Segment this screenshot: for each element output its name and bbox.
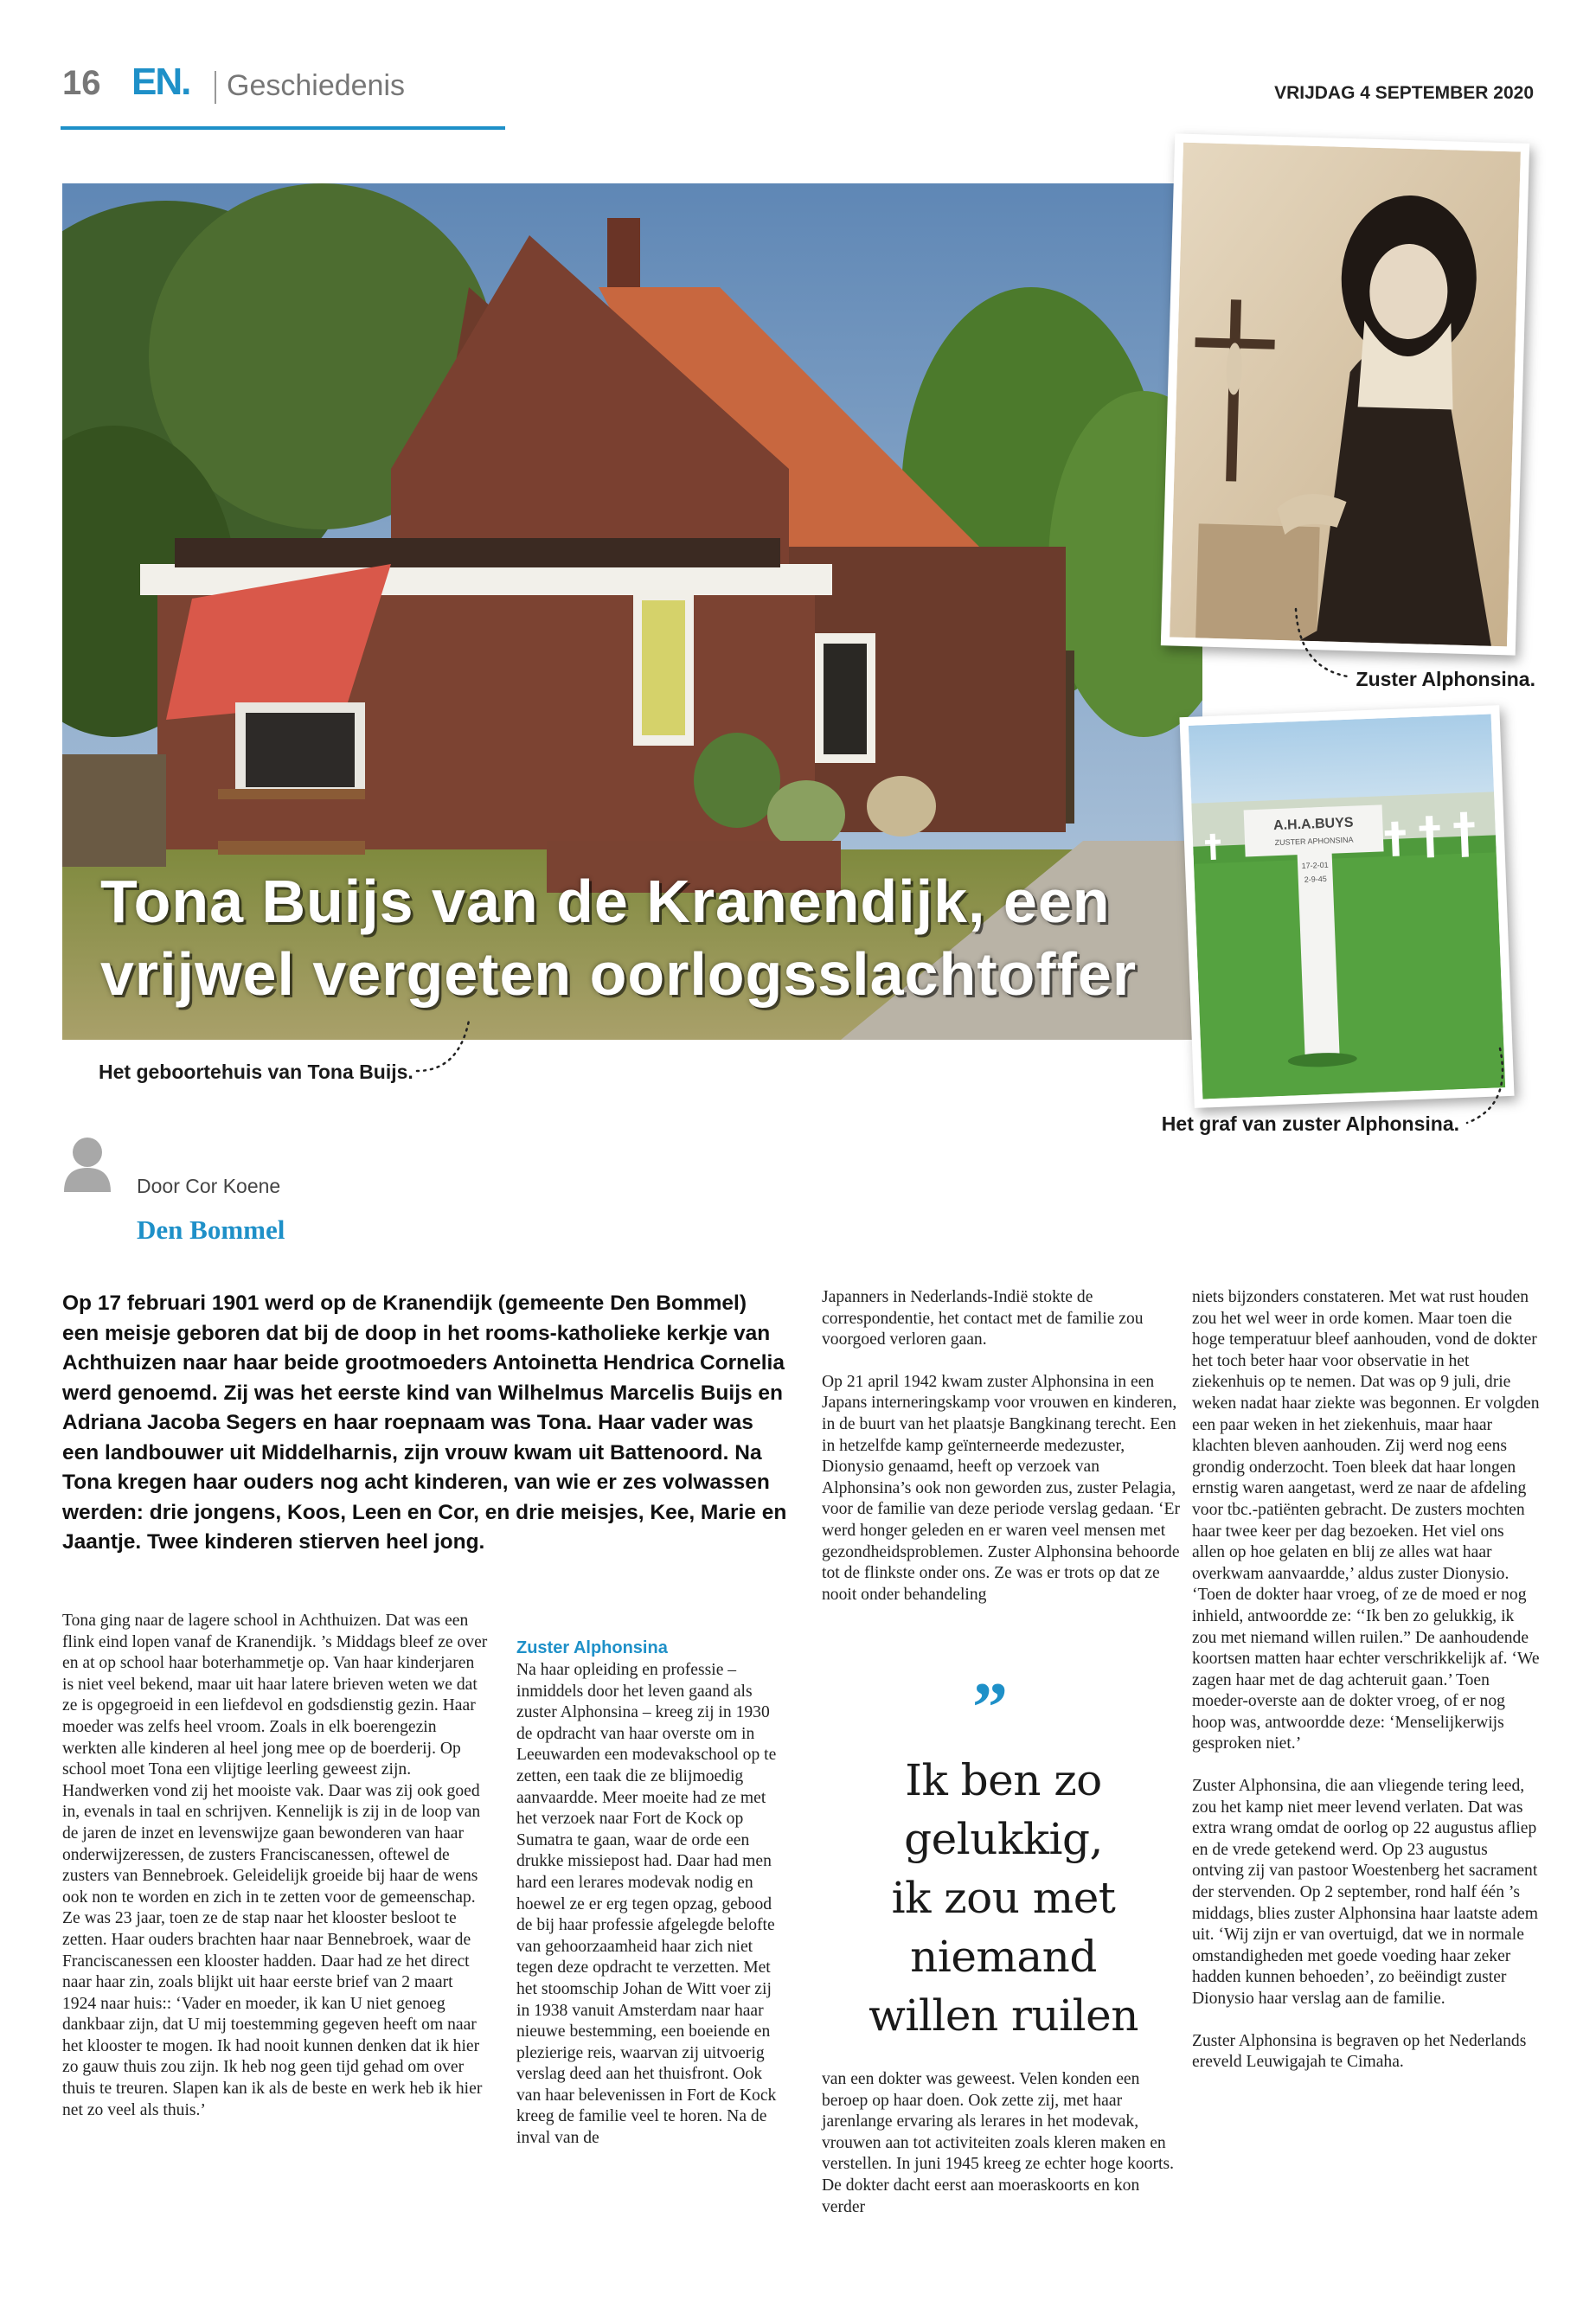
subheading-zuster-alphonsina: Zuster Alphonsina [516,1638,668,1657]
headline-line-2: vrijwel vergeten oorlogsslachtoffer [100,940,1138,1008]
dateline-place: Den Bommel [137,1215,285,1245]
caption-house-pointer [415,1017,484,1078]
body-column-3-bottom [822,2069,1185,2239]
col4-paragraph-1: niets bijzonders constateren. Met wat rust houden zou het wel weer in orde komen. Maar toen die hoge temperatuur bleef aanhouden, vond de dokter het toch beter haar voor observatie in het ziekenhuis op te nemen. Dat was op 9 juli, drie weken nadat haar ziekte was begonnen. Er volgden een paar weken in het ziekenhuis, maar haar klachten bleven aanhouden. Zij werd nog eens grondig onderzocht. Toen bleek dat haar longen ernstig waren aangetast, werd ze naar de afdeling voor tbc.-patiënten gebracht. De zusters mochten haar twee keer per dag bezoeken. Het viel ons allen op hoe gelaten en blij ze alles wat haar overkwam aanvaardde,’ aldus zuster Dionysio. ‘Toen de dokter haar vroeg, of ze de moed er nog inhield, antwoordde ze: ‘‘Ik ben zo gelukkig, ik zou met niemand willen ruilen.” De aanhoudende koortsen matten haar echter verschrikkelijk af. ‘We zagen haar met de dag achteruit gaan.’ Toen moeder-overste aan de dokter vroeg, of er nog hoop was, antwoordde deze: ‘Menselijkerwijs gesproken niet.’ [1192,1288,1540,1753]
pull-quote-line-5: willen ruilen [869,1990,1138,2041]
col3-paragraph-1: Japanners in Nederlands-Indië stokte de correspondentie, het contact met de familie zou voorgoed verloren gaan. [822,1288,1144,1349]
issue-date: VRIJDAG 4 SEPTEMBER 2020 [1274,83,1534,103]
pull-quote-line-4: niemand [910,1932,1097,1982]
headline-line-1: Tona Buijs van de Kranendijk, een [100,868,1111,935]
pull-quote-line-1: Ik ben zo [905,1755,1102,1805]
body-column-1 [62,1611,490,2142]
col4-paragraph-3: Zuster Alphonsina is begraven op het Nederlands ereveld Leuwigajah te Cimaha. [1192,2031,1527,2072]
header-rule [61,126,505,130]
article-headline [100,865,1259,1010]
author-avatar-icon [62,1135,112,1192]
caption-grave: Het graf van zuster Alphonsina. [1161,1112,1459,1135]
pull-quote [822,1751,1185,2045]
col2-paragraph-1: Na haar opleiding en professie – inmiddels door het leven gaand als zuster Alphonsina – kreeg zij in 1930 de opdracht van haar overste om in Leeuwarden een modevakschool op te zetten, een taak die ze blijmoedig aanvaardde. Meer moeite had ze met het verzoek naar Fort de Kock op Sumatra te gaan, waar de orde een drukke missiepost had. Daar had men hard een lerares modevak nodig en hoewel ze er erg tegen opzag, gebood de bij haar professie afgelegde belofte van gehoorzaamheid haar zich niet tegen deze opdracht te verzetten. Met het stoomschip Johan de Witt voer zij in 1938 vanuit Amsterdam naar haar nieuwe bestemming, een boeiende en plezierige reis, waarvan zij uitvoerig verslag deed aan het thuisfront. Ook van haar belevenissen in Fort de Kock kreeg de familie veel te horen. Na de inval van de [516,1661,777,2148]
col3-paragraph-2: Op 21 april 1942 kwam zuster Alphonsina in een Japans interneringskamp voor vrouwen en kinderen, in de buurt van het plaatsje Bangkinang terecht. Een in hetzelfde kamp geïnterneerde medezuster, Dionysio genaamd, heeft op verzoek van Alphonsina’s ook non geworden zus, zuster Pelagia, voor de familie van deze periode verslag gedaan. ‘Er werd honger geleden en er waren veel mensen met gezondheidsproblemen. Zuster Alphonsina behoorde tot de flinkste onder ons. Ze was er trots op dat ze nooit onder behandeling [822,1372,1180,1604]
caption-house: Het geboortehuis van Tona Buijs. [99,1061,413,1083]
caption-nun: Zuster Alphonsina. [1356,668,1535,690]
pull-quote-line-3: ik zou met [891,1873,1116,1923]
caption-nun-pointer [1292,606,1353,683]
cross-name: A.H.A.BUYS [1272,815,1354,834]
cross-date-2: 2-9-45 [1304,874,1327,884]
nun-portrait-photo [1161,133,1529,655]
body-column-3-top [822,1287,1185,1626]
cross-subtitle: ZUSTER APHONSINA [1274,835,1354,848]
col3-paragraph-3: van een dokter was geweest. Velen konden een beroep op haar doen. Ook zette zij, met haar jarenlange ervaring als lerares in het modevak, vrouwen aan tot activiteiten zoals kleren maken en verstellen. In juni 1945 kreeg ze echter hoge koorts. De dokter dacht eerst aan moeraskoorts en kon verder [822,2070,1174,2216]
newspaper-logo: EN. [131,61,190,103]
page-number: 16 [62,64,101,102]
col4-paragraph-2: Zuster Alphonsina, die aan vliegende tering leed, zou het kamp niet meer levend verlaten. Dat was extra wrang omdat de oorlog op 22 augustus afliep en de vrede getekend werd. Op 23 augustus ontving zij van pastoor Woestenberg het sacrament der stervenden. Op 2 september, rond half één ’s middags, blies zuster Alphonsina haar laatste adem uit. ‘Wij zijn er van overtuigd, dat we in normale omstandigheden met goede voeding haar zeker hadden kunnen behoeden’, zo beëindigt zuster Dionysio haar verslag aan de familie. [1192,1777,1538,2008]
pull-quote-line-2: gelukkig, [904,1814,1103,1864]
header-separator [215,71,216,104]
article-intro: Op 17 februari 1901 werd op de Kranendijk (gemeente Den Bommel) een meisje geboren dat bij de doop in het rooms-katholieke kerkje van Achthuizen naar haar beide grootmoeders Antoinetta Hendrica Cornelia werd genoemd. Zij was het eerste kind van Wilhelmus Marcelis Buijs en Adriana Jacoba Segers en haar roepnaam was Tona. Haar vader was een landbouwer uit Middelharnis, zijn vrouw kwam uit Battenoord. Na Tona kregen haar ouders nog acht kinderen, van wie er zes volwassen werden: drie jongens, Koos, Leen en Cor, en drie meisjes, Kee, Marie en Jaantje. Twee kinderen stierven heel jong. [62,1292,787,1554]
nun-portrait-illustration [1170,143,1521,647]
caption-grave-pointer [1464,1045,1516,1128]
grave-illustration [1189,714,1505,1099]
body-column-2 [516,1638,786,2170]
body-column-4 [1192,1287,1540,2094]
author-byline: Door Cor Koene [137,1175,281,1197]
section-title: Geschiedenis [227,69,406,102]
col1-paragraph-1: Tona ging naar de lagere school in Achthuizen. Dat was een flink eind lopen vanaf de Kranendijk. ’s Middags bleef ze over en at op school haar boterhammetje op. Van haar kinderjaren is niet veel bekend, maar uit haar latere brieven weten we dat ze is opgegroeid in een liefdevol en godsdienstig gezin. Haar moeder was zelfs heel vroom. Zoals in elk boerengezin werkten alle kinderen al heel jong mee op de boerderij. Op school moet Tona een vlijtige leerling geweest zijn. Handwerken vond zij het mooiste vak. Daar was zij ook goed in, evenals in taal en schrijven. Kennelijk is zij in de loop van de jaren de inzet en levenswijze gaan bewonderen van haar onderwijzeressen, de zusters Franciscanessen, oftewel de zusters van Bennebroek. Geleidelijk groeide bij haar de wens ook non te worden en zich in te zetten voor de gemeenschap. Ze was 23 jaar, toen ze de stap naar het klooster besloot te zetten. Haar ouders brachten haar naar Bennebroek, waar de Franciscanessen een klooster hadden. Daar had ze het direct naar haar zin, zoals blijkt uit haar eerste brief van 2 maart 1924 naar huis:: ‘Vader en moeder, ik kan U niet genoeg dankbaar zijn, dat U mij toestemming gegeven heeft om naar het klooster te mogen. Ik had nooit kunnen denken dat ik hier zo gauw thuis zou zijn. Ik heb nog geen tijd gehad om over thuis te treuren. Slapen kan ik als de beste en werk heb ik hier net zo veel als thuis.’ [62,1612,488,2119]
cross-date-1: 17-2-01 [1301,860,1329,870]
quote-mark-icon: ” [972,1668,1008,1747]
